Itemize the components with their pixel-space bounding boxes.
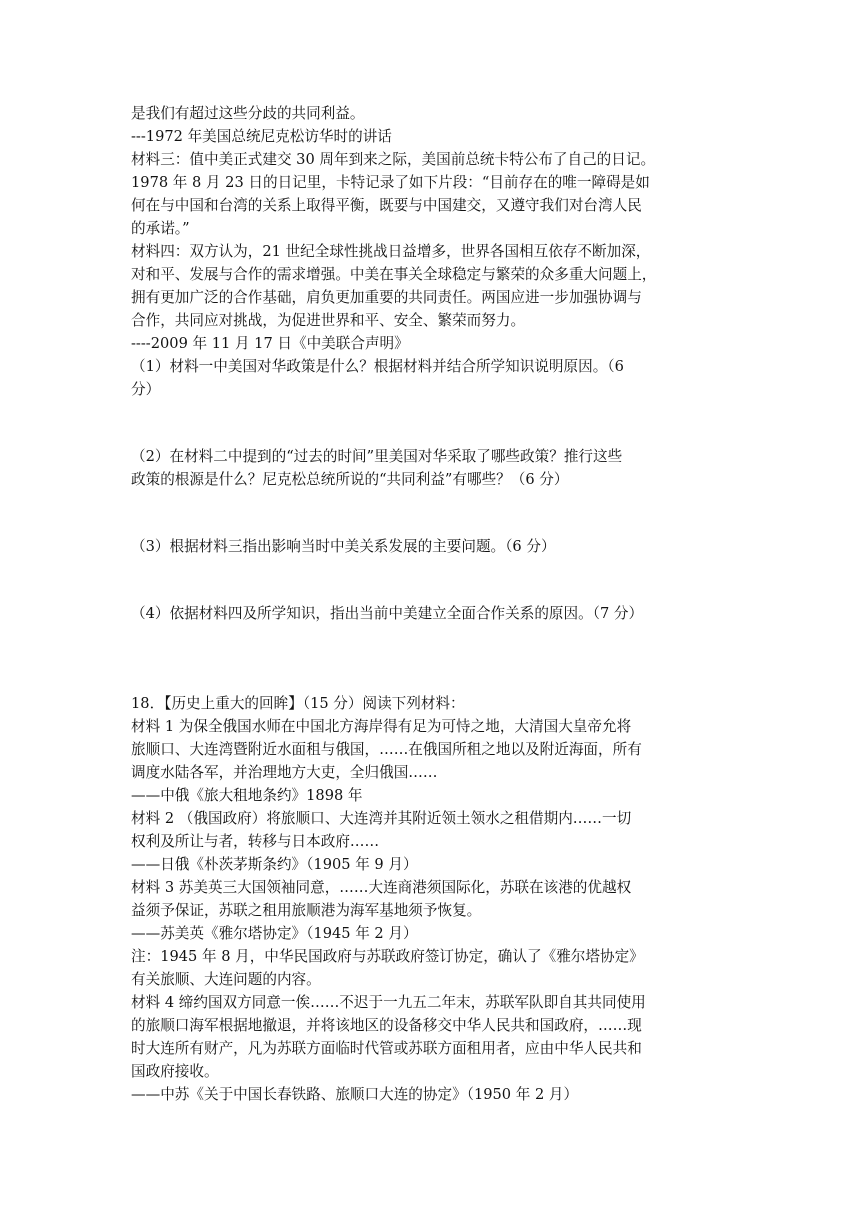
- text-line: 是我们有超过这些分歧的共同利益。: [131, 105, 365, 122]
- text-line: 对和平、发展与合作的需求增强。中美在事关全球稳定与繁荣的众多重大问题上，: [131, 266, 657, 283]
- question-line: （3）根据材料三指出影响当时中美关系发展的主要问题。（6 分）: [131, 538, 556, 555]
- text-line: 注：1945 年 8 月，中华民国政府与苏联政府签订协定，确认了《雅尔塔协定》: [131, 948, 644, 965]
- text-line: 有关旅顺、大连问题的内容。: [131, 971, 321, 988]
- text-line: 材料 4 缔约国双方同意一俟……不迟于一九五二年末，苏联军队即自其共同使用: [131, 994, 646, 1011]
- text-line: 益须予保证，苏联之租用旅顺港为海军基地须予恢复。: [131, 902, 482, 919]
- section-heading: 18．【历史上重大的回眸】（15 分）阅读下列材料：: [131, 695, 465, 712]
- text-line: ——日俄《朴茨茅斯条约》（1905 年 9 月）: [131, 856, 418, 873]
- text-line: 权利及所让与者，转移与日本政府……: [131, 833, 380, 850]
- text-line: 材料四：双方认为，21 世纪全球性挑战日益增多，世界各国相互依存不断加深，: [131, 243, 651, 260]
- question-line: （1）材料一中美国对华政策是什么？根据材料并结合所学知识说明原因。（6: [131, 358, 624, 375]
- text-line: 的承诺。”: [131, 220, 190, 237]
- question-line: 政策的根源是什么？尼克松总统所说的“共同利益”有哪些？（6 分）: [131, 471, 569, 488]
- text-line: 1978 年 8 月 23 日的日记里，卡特记录了如下片段：“目前存在的唯一障碍是如: [131, 174, 650, 191]
- text-line: 合作，共同应对挑战，为促进世界和平、安全、繁荣而努力。: [131, 312, 526, 329]
- question-line: 分）: [131, 381, 161, 398]
- text-line: ——中苏《关于中国长春铁路、旅顺口大连的协定》（1950 年 2 月）: [131, 1086, 579, 1103]
- text-line: 材料三：值中美正式建交 30 周年到来之际，美国前总统卡特公布了自己的日记。: [131, 151, 656, 168]
- question-line: （4）依据材料四及所学知识，指出当前中美建立全面合作关系的原因。（7 分）: [131, 605, 644, 622]
- text-line: 材料 3 苏美英三大国领袖同意，……大连商港须国际化，苏联在该港的优越权: [131, 879, 632, 896]
- text-line: ---1972 年美国总统尼克松访华时的讲话: [131, 128, 392, 145]
- text-line: 的旅顺口海军根据地撤退，并将该地区的设备移交中华人民共和国政府，……现: [131, 1017, 642, 1034]
- text-line: 材料 2 （俄国政府）将旅顺口、大连湾并其附近领土领水之租借期内……一切: [131, 810, 632, 827]
- text-line: 何在与中国和台湾的关系上取得平衡，既要与中国建交，又遵守我们对台湾人民: [131, 197, 642, 214]
- text-line: 旅顺口、大连湾暨附近水面租与俄国，……在俄国所租之地以及附近海面，所有: [131, 741, 642, 758]
- question-line: （2）在材料二中提到的“过去的时间”里美国对华采取了哪些政策？推行这些: [131, 448, 623, 465]
- text-line: 材料 1 为保全俄国水师在中国北方海岸得有足为可恃之地，大清国大皇帝允将: [131, 718, 632, 735]
- text-line: ——中俄《旅大租地条约》1898 年: [131, 787, 363, 804]
- text-line: 调度水陆各军，并治理地方大吏，全归俄国……: [131, 764, 438, 781]
- text-line: 国政府接收。: [131, 1063, 219, 1080]
- text-line: 拥有更加广泛的合作基础，肩负更加重要的共同责任。两国应进一步加强协调与: [131, 289, 642, 306]
- text-line: 时大连所有财产，凡为苏联方面临时代管或苏联方面租用者，应由中华人民共和: [131, 1040, 642, 1057]
- text-line: ——苏美英《雅尔塔协定》（1945 年 2 月）: [131, 925, 418, 942]
- text-line: ----2009 年 11 月 17 日《中美联合声明》: [131, 335, 409, 352]
